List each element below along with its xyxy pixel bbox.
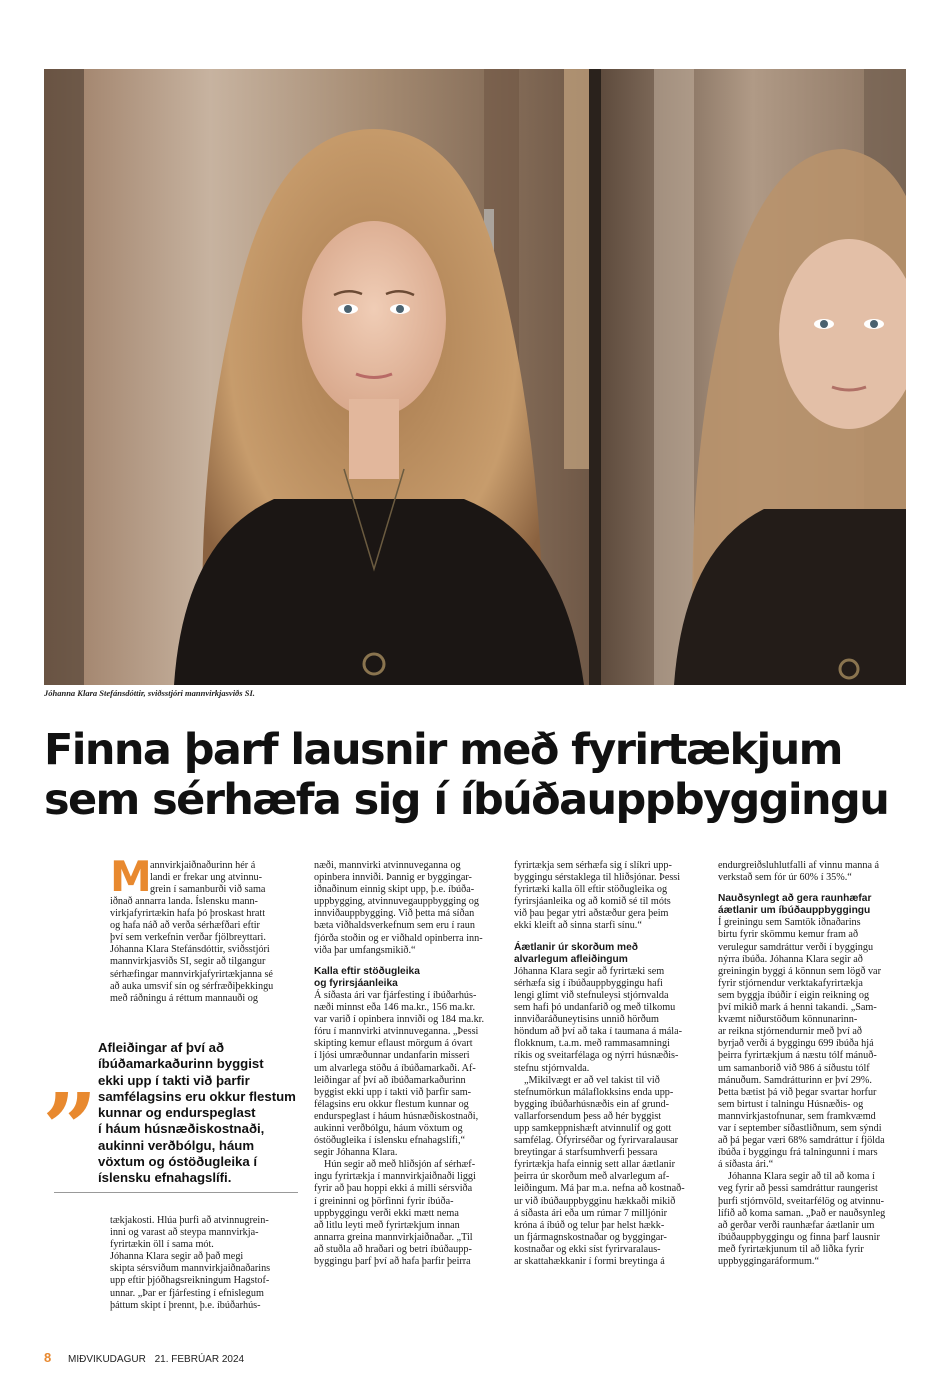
footer-date: 21. FEBRÚAR 2024 (154, 1354, 245, 1365)
text-line: endurspeglast í háum húsnæðiskostnaði, (314, 1110, 479, 1122)
text-line: tækjakosti. Hlúa þurfi að atvinnugrein- (110, 1215, 269, 1226)
text-line: upp samkeppnishæft atvinnulíf og gott (514, 1122, 672, 1134)
text-line: Jóhanna Klara segir að til að koma í (728, 1171, 875, 1183)
pull-quote-divider (54, 1192, 298, 1193)
text-line: veg fyrir að þessi samdráttur raungerist (718, 1183, 878, 1195)
text-line: ekki kleift að sinna starfi sínu.“ (514, 920, 642, 932)
text-line: Hún segir að með hliðsjón af sérhæf- (324, 1159, 476, 1171)
text-line: greiningin byggi á könnun sem lögð var (718, 965, 881, 977)
text-line: innviðaráðuneytisins unnið hörðum (514, 1014, 659, 1026)
text-line: með fyrirtækjunum til að liðka fyrir (718, 1243, 864, 1255)
text-line: un fjármagnskostnaðar og byggingar- (514, 1231, 667, 1243)
text-line: endurgreiðsluhlutfalli af vinnu manna á (718, 860, 880, 871)
text-line: leiðingum. Má þar m.a. nefna að kostnað- (514, 1183, 685, 1195)
article-headline (44, 725, 914, 825)
text-line: sem hafi þó undanfarið og með tilkomu (514, 1002, 676, 1014)
text-line: mannvirkjastofnunar, sem framkvæmd (718, 1110, 876, 1122)
text-line: samfélag. Ófyrirséðar og fyrirvaralausar (514, 1135, 679, 1147)
text-line: króna á íbúð og telur þar helst hækk- (514, 1219, 665, 1231)
text-line: uppbyggingaráformum.“ (718, 1256, 819, 1267)
text-line: viða þar umfangsmikið.“ (314, 944, 416, 956)
text-line: fyrir stjórnendur verktakafyrirtækja (718, 977, 863, 989)
text-line: stefnumörkun málaflokksins enda upp- (514, 1086, 674, 1098)
text-line: uppbyggingu verði ekki mætt nema (314, 1207, 459, 1219)
text-line: íslensku efnahagslífi. (98, 1170, 232, 1186)
text-line: á síðasta ári.“ (718, 1159, 774, 1171)
text-line: í háum húsnæðiskostnaði, (98, 1121, 265, 1137)
text-line: Jóhanna Klara segir að það megi (110, 1251, 244, 1263)
headline-line: sem sérhæfa sig í íbúðauppbyggingu (44, 775, 889, 825)
text-line: ríkis og sveitarfélaga og nýrri húsnæðis- (514, 1050, 679, 1062)
text-line: sem birtust í talningu Húsnæðis- og (718, 1098, 864, 1110)
text-line: ar skattahækkanir í formi breytinga á (514, 1256, 665, 1267)
article-column-2 (314, 860, 504, 1268)
text-line: ar reikna stjórnendurnir með því að (718, 1026, 862, 1038)
text-line: opinbera innviði. Þannig er byggingar- (314, 872, 472, 884)
text-line: skipta sérsviðum mannvirkjaiðnaðarins (110, 1263, 271, 1275)
text-line: vallarforsendum þess að hér byggist (514, 1110, 662, 1122)
text-line: annarra greina mannvirkjaiðnaðar. „Til (314, 1231, 473, 1243)
text-line: var varið í opinbera innviði og 184 ma.kr. (314, 1014, 485, 1026)
text-line: þáttum skipt í þrennt, þ.e. íbúðarhús- (110, 1299, 261, 1311)
quote-mark-icon: „ (44, 1017, 92, 1130)
portrait-photo (44, 69, 906, 685)
text-line: byrjað verði á byggingu 699 íbúða hjá (718, 1038, 874, 1050)
pull-quote-text (98, 1040, 296, 1187)
text-line: bygging íbúðarhúsnæðis ein af grund- (514, 1098, 670, 1110)
text-line: nýrra íbúða. Jóhanna Klara segir að (718, 953, 863, 965)
text-line: fyrirtækja sem sérhæfa sig í slíkri upp- (514, 860, 672, 871)
text-line: höndum að því að taka í taumana á mála- (514, 1026, 683, 1038)
text-line: byggist ekki upp í takti við þarfir sam- (314, 1086, 472, 1098)
text-line: Á síðasta ári var fjárfesting í íbúðarhús- (314, 989, 477, 1001)
text-line: skipting kemur eflaust mörgum á óvart (314, 1038, 473, 1050)
text-line: virkjafyrirtækin hafa þó þroskast hratt (110, 908, 266, 920)
text-line: fyrir að þau hoppi ekki á milli sérsviða (314, 1183, 473, 1195)
text-line: Jóhanna Klara segir að fyrirtæki sem (514, 965, 665, 977)
text-line: að litlu leyti með fyrirtækjum innan (314, 1219, 460, 1231)
text-line: lífið að koma saman. „Það er nauðsynleg (718, 1207, 886, 1219)
text-line: með ráðningu á réttum mannauði og (110, 992, 258, 1004)
text-line: mannvirkjasviðs SI, segir að tilgangur (110, 956, 266, 968)
text-line: breytingar á starfsumhverfi þessara (514, 1147, 658, 1159)
text-line: Í greiningu sem Samtök iðnaðarins (718, 917, 861, 929)
page-footer (44, 1350, 244, 1365)
text-line: við þau þegar ytri aðstæður gera þeim (514, 908, 669, 920)
text-line: því sem verkefnin verðar fjölbreyttari. (110, 932, 266, 944)
text-line: þeirra úr skorðum með alvarlegum af- (514, 1171, 670, 1183)
text-line: landi er frekar ung atvinnu- (150, 872, 263, 884)
text-line: birtu fyrir skömmu kemur fram að (718, 929, 859, 941)
section-subheading: og fyrirsjáanleika (314, 977, 398, 989)
text-line: fyrirtækja hafa einnig sett allar áætlanir (514, 1159, 675, 1171)
text-line: í greininni og þörfinni fyrir íbúða- (314, 1195, 454, 1207)
text-line: íbúða í byggingu frá talningunni í mars (718, 1147, 878, 1159)
text-line: næði, mannvirki atvinnuveganna og (314, 860, 461, 871)
text-line: leiðingar af því að íbúðamarkaðurinn (314, 1074, 466, 1086)
text-line: bæta viðhaldsverkefnum sem eru í raun (314, 920, 475, 932)
footer-day: MIÐVIKUDAGUR (68, 1354, 146, 1365)
col1-continued (110, 1215, 270, 1312)
article-column-3 (514, 860, 704, 1268)
text-line: Þetta bætist þá við þegar svartar horfur (718, 1086, 877, 1098)
text-line: um alvarlega stöðu á íbúðamarkaði. Af- (314, 1062, 476, 1074)
text-line: iðnað annarra landa. Íslensku mann- (110, 896, 258, 907)
col1-intro (150, 860, 265, 896)
text-line: ingu fyrirtækja í mannvirkjaiðnaði liggi (314, 1171, 476, 1183)
page-number: 8 (44, 1350, 52, 1365)
article-column-4 (718, 860, 908, 1268)
text-line: mánuðum. Samdrátturinn er því 29%. (718, 1074, 872, 1086)
text-line: íbúðamarkaðurinn byggist (98, 1056, 264, 1072)
text-line: sérhæfa sig í íbúðauppbyggingu hafi (514, 977, 663, 989)
text-line: aukinni verðbólgu, háum (98, 1137, 255, 1153)
text-line: kostnaðar og ekki síst fyrirvaralaus- (514, 1243, 661, 1255)
text-line: Afleiðingar af því að (98, 1040, 225, 1055)
pull-quote (44, 1017, 300, 1196)
text-line: verulegur samdráttur verði í byggingu (718, 941, 874, 953)
text-line: þurfi stjórnvöld, sveitarfélög og atvinnu- (718, 1195, 885, 1207)
text-line: ekki upp í takti við þarfir (98, 1072, 250, 1088)
text-line: því mikið mark á henni takandi. „Sam- (718, 1002, 877, 1014)
text-line: fjórða stoðin og er viðhald opinberra inn- (314, 932, 483, 944)
text-line: inni og varast að steypa mannvirkja- (110, 1227, 259, 1239)
text-line: unnar. „Þar er fjárfesting í efnislegum (110, 1287, 264, 1299)
text-line: flokknum, t.a.m. með rammasamningi (514, 1038, 670, 1050)
text-line: fyrirsjáanleika og að komið sé til móts (514, 896, 671, 908)
text-line: að auka umsvif sín og sérfræðiþekkingu (110, 980, 274, 992)
text-line: vöxtum og óstöðugleika í (98, 1154, 257, 1170)
text-line: félagsins eru okkur flestum kunnar og (314, 1098, 469, 1110)
text-line: lengi glímt við stefnuleysi stjórnvalda (514, 989, 669, 1001)
text-line: grein í samanburði við sama (150, 884, 266, 896)
text-line: stefnu stjórnvalda. (514, 1062, 590, 1074)
text-line: fóru í mannvirki atvinnuveganna. „Þessi (314, 1026, 479, 1038)
text-line: fyrirtækin öll í sama mót. (110, 1239, 214, 1251)
text-line: innviðauppbygging. Við þetta má síðan (314, 908, 475, 920)
text-line: verkstað sem fór úr 60% í 35%.“ (718, 872, 852, 884)
text-line: samfélagsins eru okkur flestum (98, 1088, 296, 1104)
text-line: óstöðugleika í íslensku efnahagslífi,“ (314, 1135, 466, 1147)
text-line: upp eftir þjóðhagsreikningum Hagstof- (110, 1275, 270, 1287)
section-subheading: Kalla eftir stöðugleika (314, 965, 420, 977)
text-line: Jóhanna Klara Stefánsdóttir, sviðsstjóri (110, 944, 270, 956)
text-line: „Mikilvægt er að vel takist til við (524, 1074, 660, 1086)
section-subheading: Áætlanir úr skorðum með (514, 941, 638, 953)
text-line: fyrirtæki kalla öll eftir stöðugleika og (514, 884, 668, 896)
text-line: iðnaðinum einnig skipt upp, þ.e. íbúða- (314, 884, 475, 896)
text-line: sem byggja íbúðir í eigin reikning og (718, 989, 870, 1001)
text-line: byggingu þarf því að hafa þarfir þeirra (314, 1256, 471, 1267)
col1-body (110, 896, 273, 1005)
text-line: var í september síðastliðnum, sem sýndi (718, 1122, 882, 1134)
text-line: ur við íbúðauppbygginu hækkaði mikið (514, 1195, 676, 1207)
text-line: íbúðauppbyggingu og finna þarf lausnir (718, 1231, 880, 1243)
photo-caption: Jóhanna Klara Stefánsdóttir, sviðsstjóri mannvirkjasviðs SI. (44, 688, 255, 698)
text-line: að stuðla að hraðari og betri íbúðaupp- (314, 1243, 472, 1255)
text-line: í ljósi umræðunnar undanfarin misseri (314, 1050, 470, 1062)
text-line: aukinni verðbólgu, háum vöxtum og (314, 1122, 463, 1134)
headline-line: Finna þarf lausnir með fyrirtækjum (44, 725, 842, 775)
text-line: að þá þegar væri 68% samdráttur í fjölda (718, 1135, 885, 1147)
text-line: að gerðar verði raunhæfar áætlanir um (718, 1219, 875, 1231)
text-line: kunnar og endurspeglast (98, 1105, 256, 1121)
text-line: uppbygging, atvinnuvegauppbygging og (314, 896, 479, 908)
text-line: þeirra fyrirtækjum á næstu tólf mánuð- (718, 1050, 877, 1062)
text-line: kvæmt niðurstöðum könnunarinn- (718, 1014, 858, 1026)
drop-cap: M (110, 852, 152, 901)
section-subheading: alvarlegum afleiðingum (514, 953, 628, 965)
text-line: á síðasta ári eða um rúmar 7 milljónir (514, 1207, 668, 1219)
text-line: um samanborið við 986 á síðustu tólf (718, 1062, 870, 1074)
text-line: segir Jóhanna Klara. (314, 1147, 398, 1159)
text-line: annvirkjaiðnaðurinn hér á (150, 860, 256, 871)
text-line: og hafa náð að verða sérhæfðari eftir (110, 920, 260, 932)
text-line: sérhæfingar mannvirkjafyrirtækjanna sé (110, 968, 273, 980)
text-line: byggingu sérstaklega til hliðsjónar. Þessi (514, 872, 681, 884)
text-line: næði minnst eða 146 ma.kr., 156 ma.kr. (314, 1002, 476, 1014)
section-subheading: áætlanir um íbúðauppbyggingu (718, 905, 871, 917)
section-subheading: Nauðsynlegt að gera raunhæfar (718, 893, 872, 905)
